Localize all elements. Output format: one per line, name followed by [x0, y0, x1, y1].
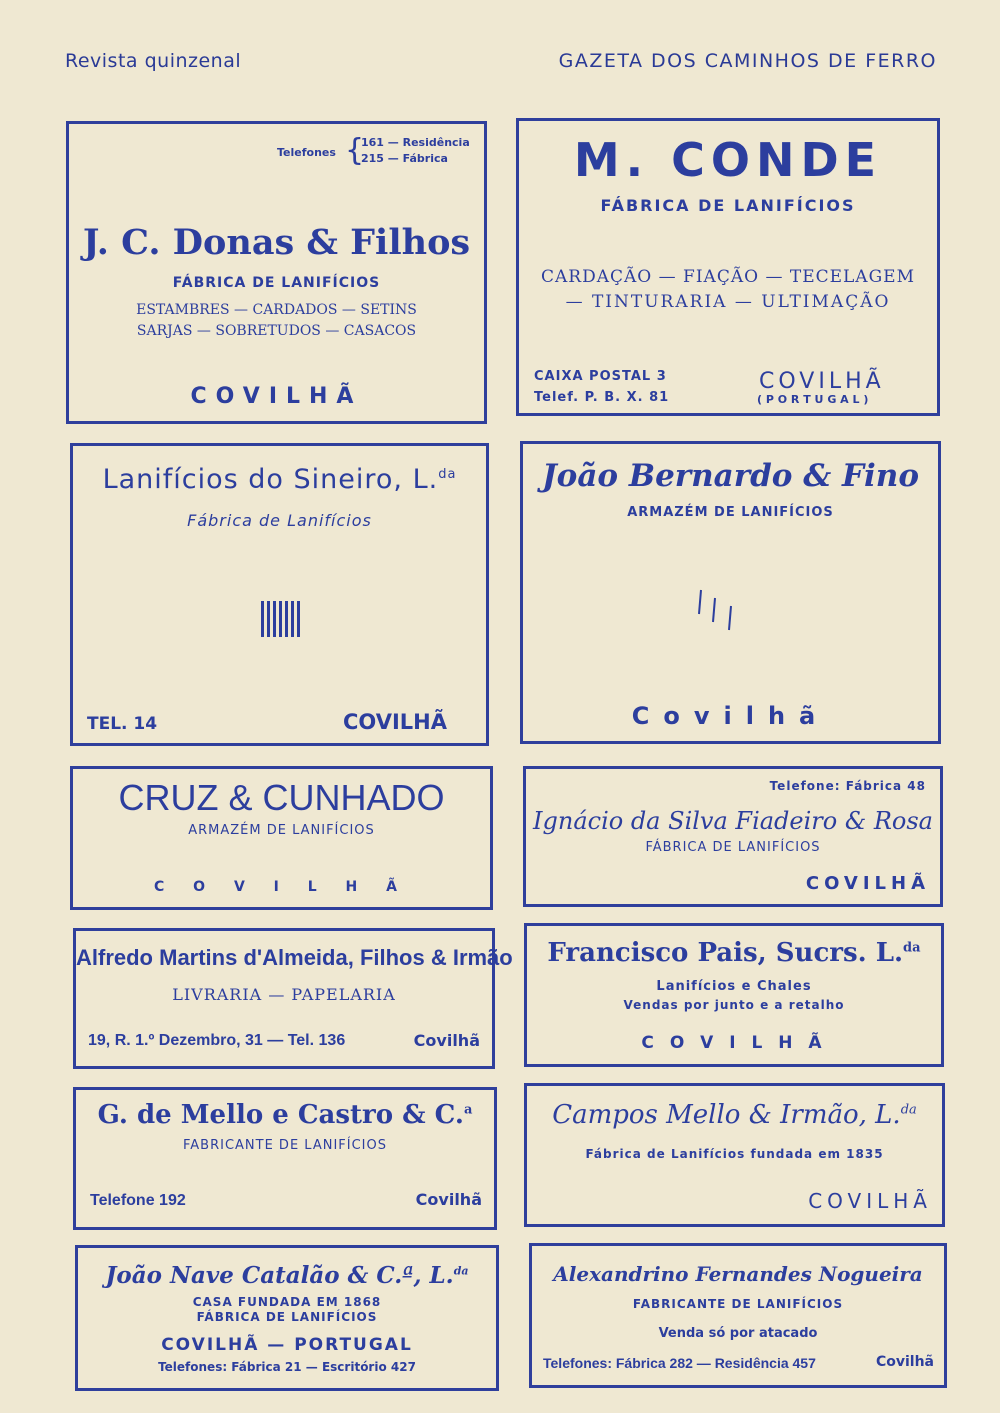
- services-line-2: — TINTURARIA — ULTIMAÇÃO: [565, 292, 891, 312]
- ad-fiadeiro: [523, 766, 943, 907]
- subtitle: ARMAZÉM DE LANIFÍCIOS: [188, 823, 375, 838]
- phone-2: 215 — Fábrica: [361, 152, 448, 165]
- company-name: [527, 938, 941, 968]
- city: Covilhã: [631, 702, 830, 730]
- decorative-marks: [697, 584, 737, 634]
- company-name-sup: da: [453, 1264, 469, 1278]
- company-name-sup: da: [903, 940, 921, 956]
- company-name-sup: da: [900, 1102, 917, 1118]
- phone: Telefone: Fábrica 48: [769, 779, 926, 793]
- subtitle: Fábrica de Lanifícios fundada em 1835: [585, 1147, 884, 1161]
- subtitle: Fábrica de Lanifícios: [187, 511, 372, 530]
- ad-nogueira: [529, 1243, 947, 1388]
- ad-pais: [524, 923, 944, 1067]
- subtitle: FÁBRICA DE LANIFÍCIOS: [645, 840, 821, 855]
- company-name-text: João Nave Catalão & C.ª, L.: [105, 1262, 454, 1289]
- postal-box: CAIXA POSTAL 3: [534, 369, 667, 384]
- founded: CASA FUNDADA EM 1868: [192, 1295, 382, 1309]
- company-name: [527, 1100, 942, 1130]
- ad-sineiro: [70, 443, 489, 746]
- phones: Telefones: Fábrica 21 — Escritório 427: [158, 1360, 416, 1374]
- city: Covilhã: [875, 1354, 934, 1370]
- subtitle: FABRICANTE DE LANIFÍCIOS: [182, 1138, 387, 1153]
- subtitle: FÁBRICA DE LANIFÍCIOS: [172, 275, 381, 291]
- city: Covilhã: [413, 1031, 480, 1050]
- company-name: Alexandrino Fernandes Nogueira: [553, 1262, 923, 1286]
- ad-catalao: [75, 1245, 499, 1391]
- services-line-1: CARDAÇÃO — FIAÇÃO — TECELAGEM: [541, 267, 915, 287]
- company-name: João Bernardo & Fino: [541, 458, 920, 494]
- ad-conde: [516, 118, 940, 416]
- company-name: CRUZ & CUNHADO: [118, 777, 445, 818]
- subtitle: LIVRARIA — PAPELARIA: [172, 985, 396, 1004]
- phone-label: Telefones: [277, 146, 336, 159]
- company-name-text: Campos Mello & Irmão, L.: [552, 1100, 901, 1130]
- company-name: Ignácio da Silva Fiadeiro & Rosa: [533, 807, 933, 835]
- city: C O V I L H Ã: [154, 879, 409, 895]
- city: COVILHÃ: [759, 369, 885, 394]
- phone-1: 161 — Residência: [361, 136, 470, 149]
- subtitle: ARMAZÉM DE LANIFÍCIOS: [627, 505, 834, 520]
- products-line-2: SARJAS — SOBRETUDOS — CASACOS: [136, 323, 417, 339]
- ad-donas: [66, 121, 487, 424]
- ad-cruz: [70, 766, 493, 910]
- company-name: J. C. Donas & Filhos: [82, 222, 471, 263]
- wholesale: Venda só por atacado: [658, 1326, 818, 1341]
- company-name-text: Francisco Pais, Sucrs. L.: [547, 938, 904, 968]
- city: COVILHÃ: [805, 873, 930, 894]
- phone: Telef. P. B. X. 81: [534, 390, 670, 405]
- city: COVILHÃ: [808, 1189, 932, 1213]
- company-name: Alfredo Martins d'Almeida, Filhos & Irmão: [76, 945, 513, 970]
- logo-mark: [261, 601, 303, 637]
- ad-mello: [73, 1087, 497, 1230]
- company-name-sup: a: [463, 1102, 473, 1118]
- company-name: [73, 464, 486, 495]
- company-name: [78, 1262, 496, 1289]
- products-line-1: ESTAMBRES — CARDADOS — SETINS: [136, 302, 417, 318]
- city: COVILHÃ: [343, 710, 447, 734]
- country: ( P O R T U G A L ): [757, 393, 869, 406]
- ad-almeida: [73, 928, 513, 1069]
- company-name-text: Lanifícios do Sineiro, L.: [102, 464, 439, 495]
- ad-bernardo: [520, 441, 941, 744]
- products: Lanifícios e Chales: [656, 979, 812, 994]
- city: COVILHÃ: [190, 384, 363, 409]
- subtitle: FÁBRICA DE LANIFÍCIOS: [600, 196, 856, 215]
- company-name: [76, 1100, 494, 1130]
- company-name-sup: da: [438, 467, 457, 482]
- brace: {: [345, 133, 365, 168]
- city: C O V I L H Ã: [641, 1033, 827, 1053]
- sales: Vendas por junto e a retalho: [623, 998, 845, 1012]
- subtitle: FÁBRICA DE LANIFÍCIOS: [196, 1310, 378, 1324]
- city: COVILHÃ — PORTUGAL: [161, 1335, 413, 1355]
- ad-campos: [524, 1083, 945, 1227]
- address: 19, R. 1.º Dezembro, 31 — Tel. 136: [88, 1032, 346, 1049]
- company-name: M. CONDE: [573, 133, 883, 187]
- city: Covilhã: [415, 1190, 482, 1209]
- header-left: Revista quinzenal: [65, 50, 242, 72]
- header-right: GAZETA DOS CAMINHOS DE FERRO: [558, 50, 937, 72]
- phone: TEL. 14: [87, 714, 158, 734]
- company-name-text: G. de Mello e Castro & C.: [97, 1100, 464, 1130]
- phone: Telefone 192: [90, 1192, 186, 1209]
- phones: Telefones: Fábrica 282 — Residência 457: [543, 1355, 816, 1371]
- subtitle: FABRICANTE DE LANIFÍCIOS: [632, 1297, 844, 1311]
